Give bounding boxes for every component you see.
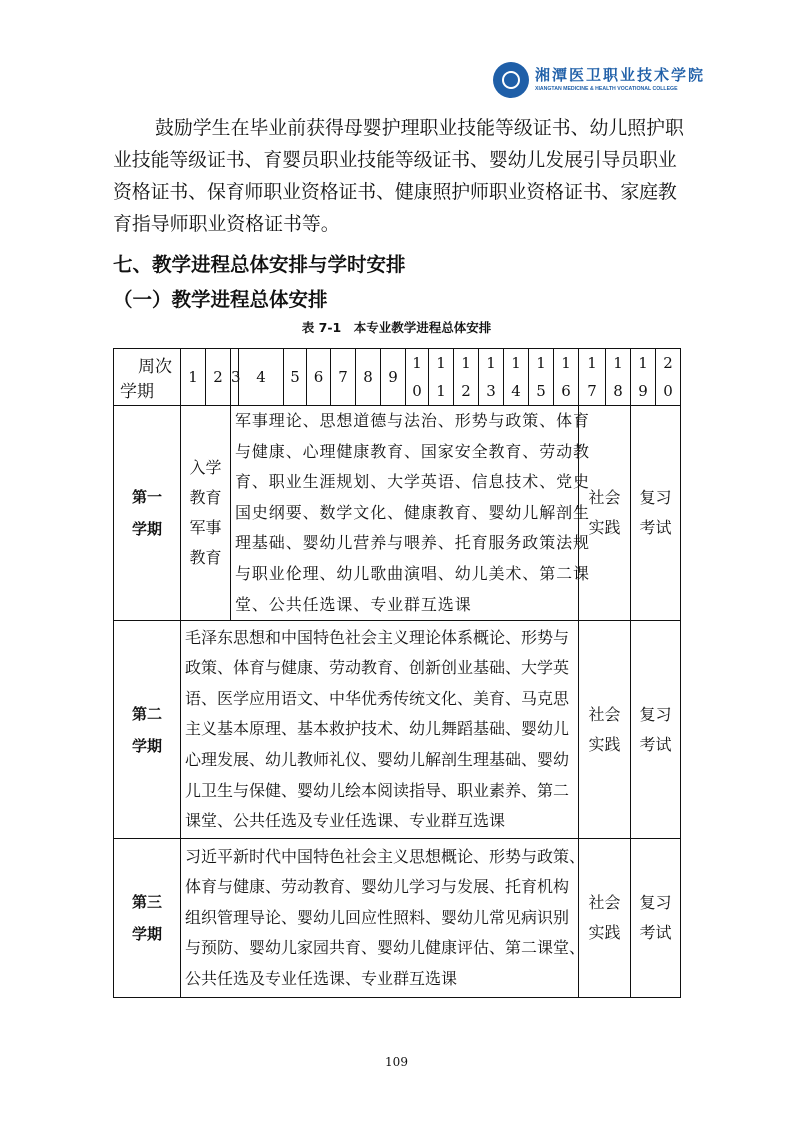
week-cell: 2 0 bbox=[656, 349, 681, 406]
week-cell: 1 9 bbox=[631, 349, 656, 406]
paragraph-line: 育指导师职业资格证书等。 bbox=[113, 213, 340, 235]
week-cell: 9 bbox=[381, 349, 406, 406]
course-content-cell: 军事理论、思想道德与法治、形势与政策、体育 与健康、心理健康教育、国家安全教育、劳动教 育、职业生涯规划、大学英语、信息技术、党史 国史纲要、数学文化、健康教育、婴幼儿解剖生 理基础、婴幼儿营养与喂养、托育服务政策法规 与职业伦理、幼儿歌曲演唱、幼儿美术、第二课 堂、公共任选课、专业群互选课 bbox=[231, 406, 579, 621]
table-header-row bbox=[114, 349, 681, 406]
week-cell: 2 bbox=[206, 349, 231, 406]
term-cell: 第二 学期 bbox=[114, 621, 181, 839]
exam-cell: 复习 考试 bbox=[631, 839, 681, 998]
subsection-heading: （一）教学进程总体安排 bbox=[113, 288, 328, 311]
college-emblem-icon bbox=[493, 62, 529, 98]
week-cell: 1 0 bbox=[406, 349, 429, 406]
course-content-cell: 毛泽东思想和中国特色社会主义理论体系概论、形势与 政策、体育与健康、劳动教育、创新创业基础、大学英 语、医学应用语文、中华优秀传统文化、美育、马克思 主义基本原理、基本救护技术、幼儿舞蹈基础、婴幼儿 心理发展、幼儿教师礼仪、婴幼儿解剖生理基础、婴幼 儿卫生与保健、婴幼儿绘本阅读指导、职业素养、第二 课堂、公共任选及专业任选课、专业群互选课 bbox=[181, 621, 579, 839]
week-cell: 7 bbox=[331, 349, 356, 406]
exam-cell: 复习 考试 bbox=[631, 621, 681, 839]
header-week-label: 周次 bbox=[138, 357, 172, 377]
term-cell: 第一 学期 bbox=[114, 406, 181, 621]
course-content-cell: 习近平新时代中国特色社会主义思想概论、形势与政策、 体育与健康、劳动教育、婴幼儿学习与发展、托育机构 组织管理导论、婴幼儿回应性照料、婴幼儿常见病识别 与预防、婴幼儿家园共育、婴幼儿健康评估、第二课堂、 公共任选及专业任选课、专业群互选课 bbox=[181, 839, 579, 998]
week-cell: 1 3 bbox=[479, 349, 504, 406]
week-cell: 1 bbox=[181, 349, 206, 406]
table-row bbox=[114, 406, 681, 621]
paragraph-line: 业技能等级证书、育婴员职业技能等级证书、婴幼儿发展引导员职业 bbox=[113, 149, 677, 171]
table-row bbox=[114, 621, 681, 839]
college-logo bbox=[493, 62, 706, 100]
week-cell: 1 7 bbox=[579, 349, 606, 406]
table-row bbox=[114, 839, 681, 998]
header-term-label: 学期 bbox=[120, 382, 154, 402]
logo-chinese-name: 湘潭医卫职业技术学院 bbox=[535, 66, 706, 84]
week-cell: 1 5 bbox=[529, 349, 554, 406]
paragraph-line: 鼓励学生在毕业前获得母婴护理职业技能等级证书、幼儿照护职 bbox=[155, 117, 684, 139]
week-cell: 1 8 bbox=[606, 349, 631, 406]
week-cell: 1 6 bbox=[554, 349, 579, 406]
week-cell: 8 bbox=[356, 349, 381, 406]
week-cell: 1 4 bbox=[504, 349, 529, 406]
section-heading: 七、教学进程总体安排与学时安排 bbox=[113, 253, 406, 276]
practice-cell: 社会 实践 bbox=[579, 406, 631, 621]
practice-cell: 社会 实践 bbox=[579, 621, 631, 839]
term-cell: 第三 学期 bbox=[114, 839, 181, 998]
exam-cell: 复习 考试 bbox=[631, 406, 681, 621]
week-cell: 4 bbox=[239, 349, 284, 406]
week-cell: 5 bbox=[284, 349, 307, 406]
orientation-cell: 入学 教育 军事 教育 bbox=[181, 406, 231, 621]
teaching-schedule-table bbox=[113, 348, 681, 998]
week-cell: 1 1 bbox=[429, 349, 454, 406]
header-corner-cell bbox=[114, 349, 181, 406]
page-number: 109 bbox=[385, 1055, 408, 1069]
table-caption: 表 7-1 本专业教学进程总体安排 bbox=[301, 320, 492, 335]
week-cell: 1 2 bbox=[454, 349, 479, 406]
paragraph-line: 资格证书、保育师职业资格证书、健康照护师职业资格证书、家庭教 bbox=[113, 181, 677, 203]
week-cell: 3 bbox=[231, 349, 239, 406]
practice-cell: 社会 实践 bbox=[579, 839, 631, 998]
logo-english-name: XIANGTAN MEDICINE & HEALTH VOCATIONAL COLLEGE bbox=[535, 86, 678, 92]
week-cell: 6 bbox=[307, 349, 331, 406]
